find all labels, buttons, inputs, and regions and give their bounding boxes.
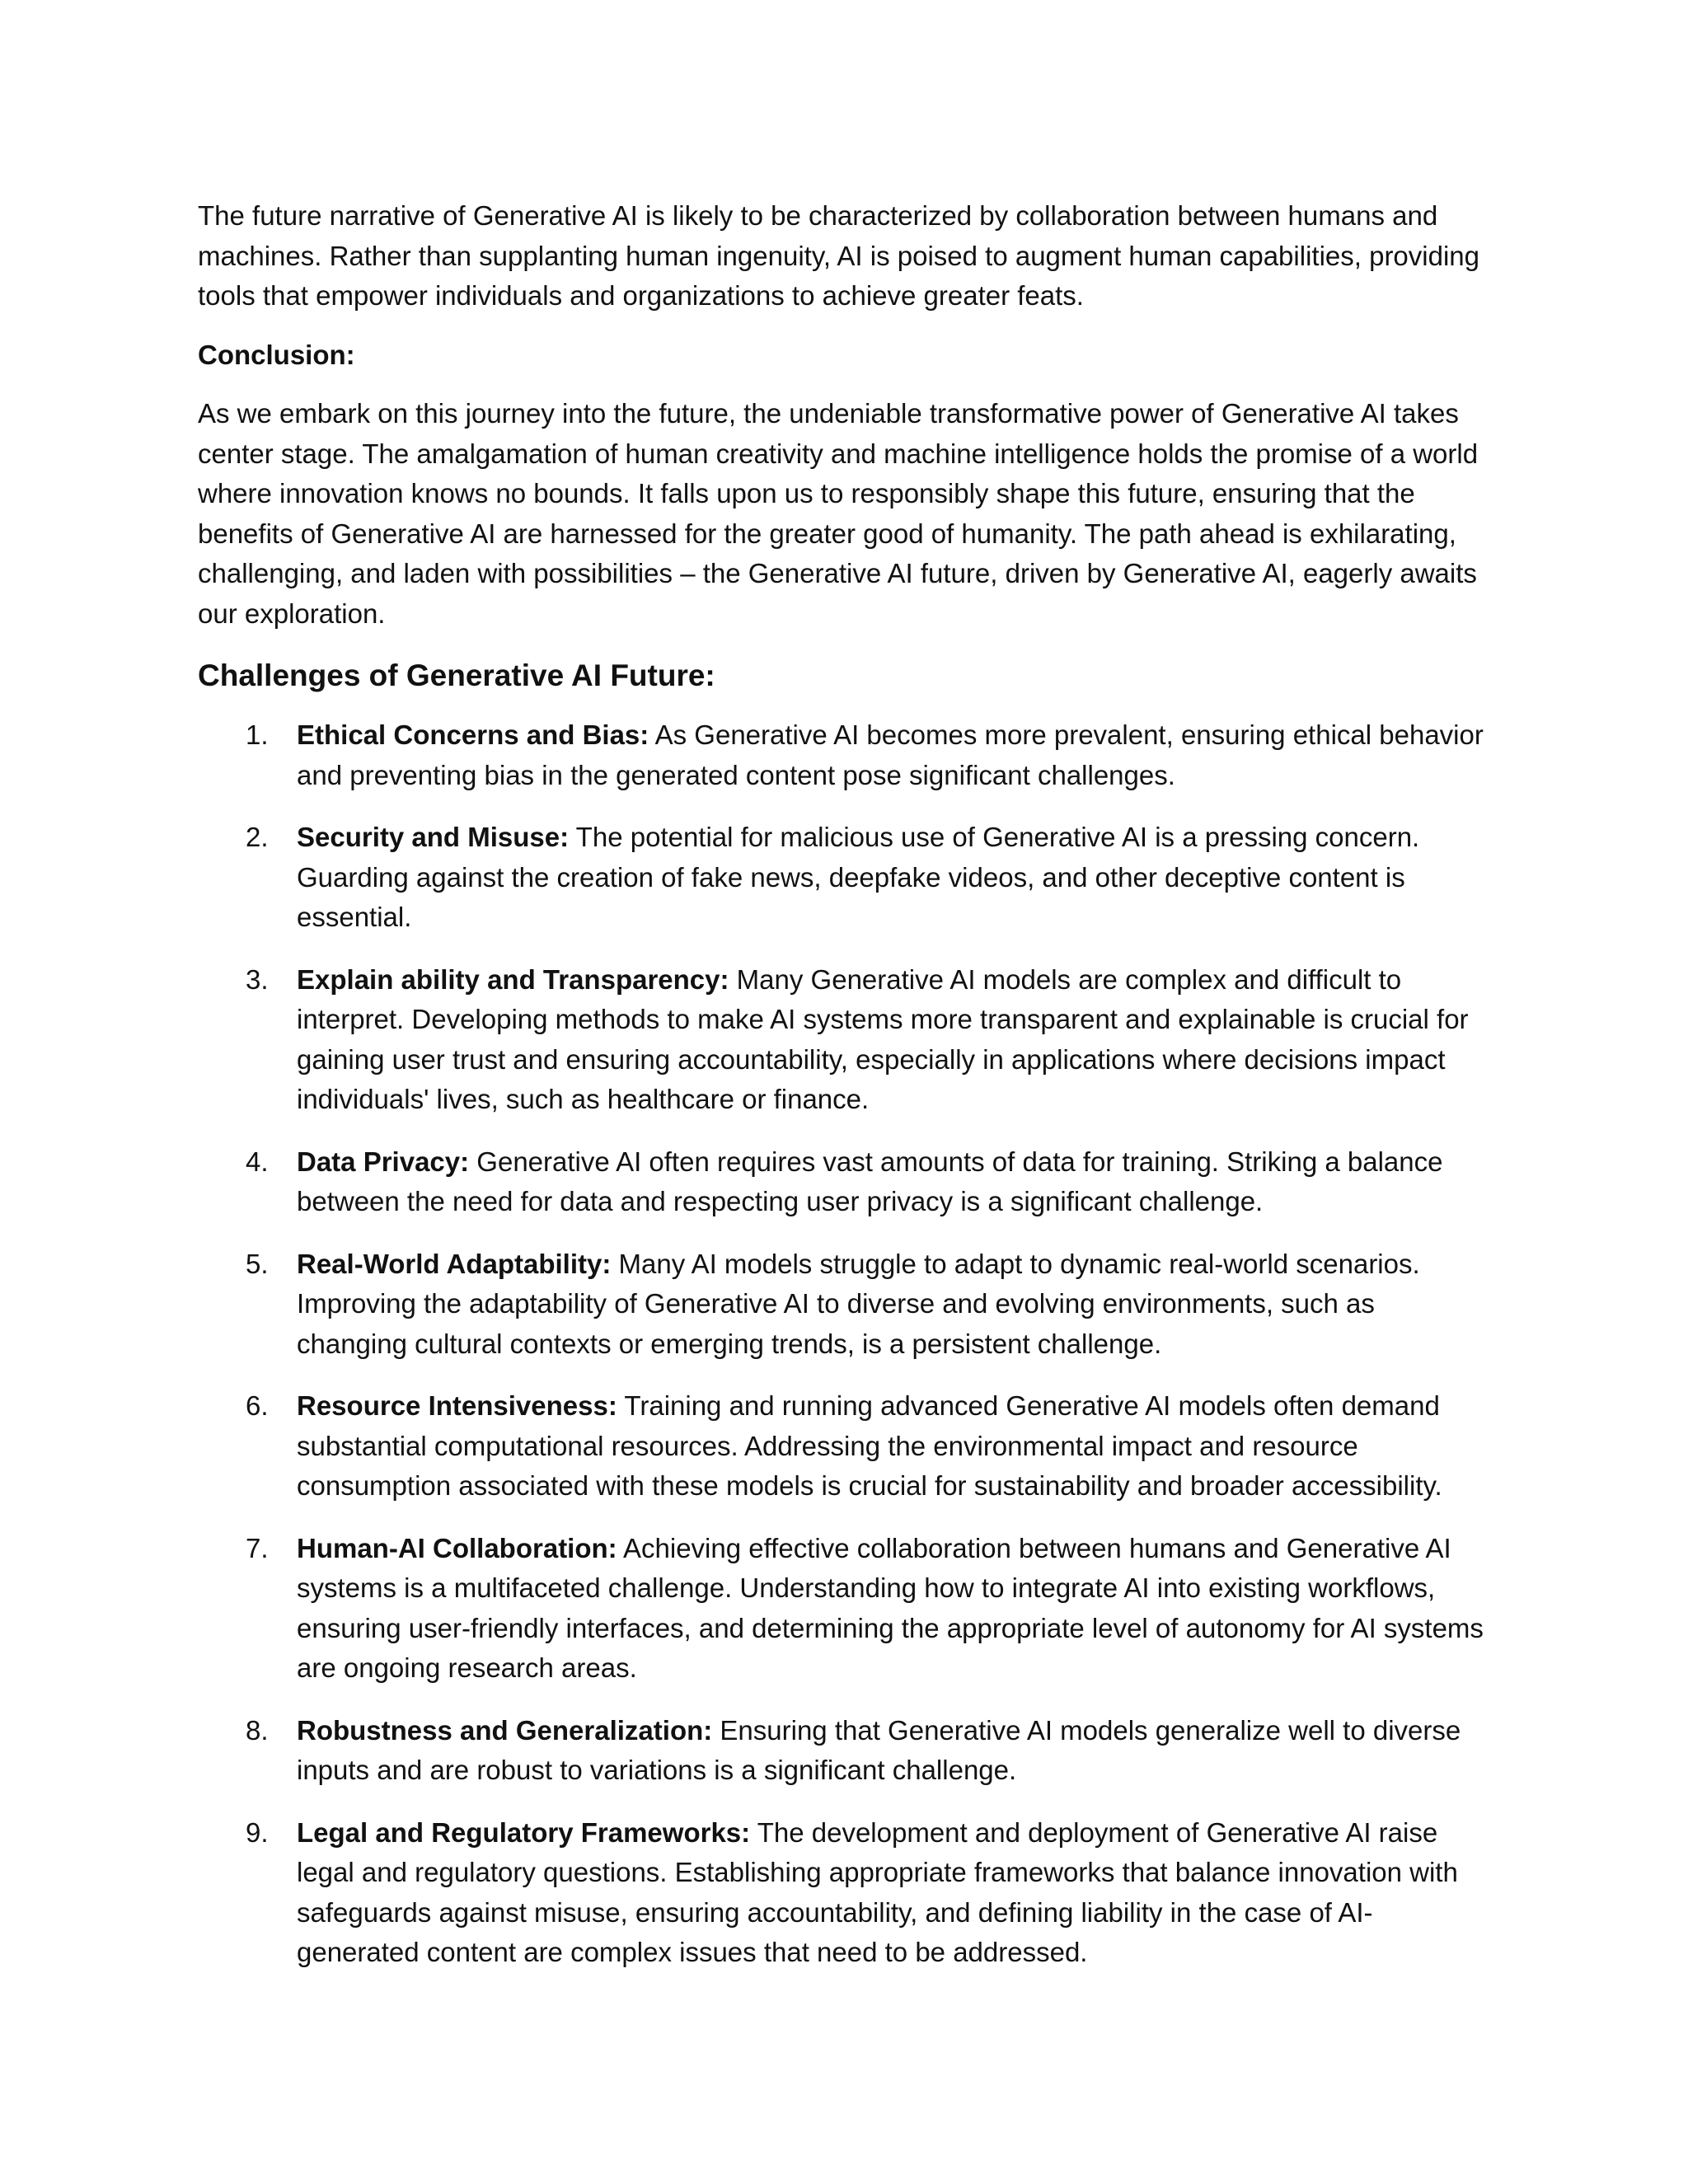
challenge-text: Many AI models struggle to adapt to dynamic real-world scenarios. Improving the adaptability of Generative AI to diverse and evolving environments, such as changing cultural contexts or emerging trends, is a persistent challenge. [297,1248,1420,1359]
challenge-text: Training and running advanced Generative AI models often demand substantial computational resources. Addressing the environmental impact and resource consumption associated with these models is crucial for sustainability and broader accessibility. [297,1390,1442,1501]
list-number: 3. [246,963,269,995]
challenge-title: Human-AI Collaboration: [297,1532,617,1563]
list-number: 2. [246,822,269,852]
challenge-text: Many Generative AI models are complex and difficult to interpret. Developing methods to make AI systems more transparent and explainable is crucial for gaining user trust and ensuring accountability, especially in applications where decisions impact individuals' lives, such as healthcare or finance. [297,963,1469,1114]
challenge-text: Ensuring that Generative AI models generalize well to diverse inputs and are robust to variations is a significant challenge. [297,1714,1461,1785]
challenge-item [198,960,1492,1120]
challenge-text: The development and deployment of Generative AI raise legal and regulatory questions. Establishing appropriate frameworks that balance innovation with safeguards against misuse, ensuring accountability, and defining liability in the case of AI-generated content are complex issues that need to be addressed. [297,1816,1458,1967]
challenge-text: The potential for malicious use of Generative AI is a pressing concern. Guarding against the creation of fake news, deepfake videos, and other deceptive content is essential. [297,822,1420,932]
challenge-title: Legal and Regulatory Frameworks: [297,1816,751,1848]
intro-paragraph: The future narrative of Generative AI is likely to be characterized by collaboration between humans and machines. Rather than supplanting human ingenuity, AI is poised to augment human capabilities, providing tools that empower individuals and organizations to achieve greater feats. [198,200,1480,311]
challenge-text: Generative AI often requires vast amounts of data for training. Striking a balance between the need for data and respecting user privacy is a significant challenge. [297,1146,1443,1216]
challenge-item [198,1711,1492,1791]
challenge-item [198,818,1492,938]
challenge-title: Ethical Concerns and Bias: [297,719,649,750]
list-number: 7. [246,1532,269,1563]
list-number: 5. [246,1248,269,1279]
challenge-item [198,1244,1492,1365]
challenge-text: Achieving effective collaboration between humans and Generative AI systems is a multifaceted challenge. Understanding how to integrate AI into existing workflows, ensuring user-friendly interfaces, and determining the appropriate level of autonomy for AI systems are ongoing research areas. [297,1532,1484,1683]
challenge-item [198,715,1492,795]
challenge-item [198,1386,1492,1507]
challenge-title: Robustness and Generalization: [297,1714,713,1746]
challenges-list [198,715,1492,1973]
challenge-item [198,1142,1492,1222]
challenge-item [198,1529,1492,1689]
challenge-title: Resource Intensiveness: [297,1390,617,1421]
list-number: 4. [246,1146,269,1177]
challenge-text: As Generative AI becomes more prevalent, ensuring ethical behavior and preventing bias in the generated content pose significant challenges. [297,719,1484,790]
list-number: 8. [246,1714,269,1746]
list-number: 6. [246,1390,269,1421]
challenge-item [198,1813,1492,1973]
conclusion-label: Conclusion: [198,339,355,370]
conclusion-paragraph: As we embark on this journey into the future, the undeniable transformative power of Generative AI takes center stage. The amalgamation of human creativity and machine intelligence holds the promise of a world where innovation knows no bounds. It falls upon us to responsibly shape this future, ensuring that the benefits of Generative AI are harnessed for the greater good of humanity. The path ahead is exhilarating, challenging, and laden with possibilities – the Generative AI future, driven by Generative AI, eagerly awaits our exploration. [198,398,1479,629]
document-page [198,196,1492,1995]
list-number: 1. [246,719,269,750]
challenge-title: Data Privacy: [297,1146,470,1177]
challenge-title: Explain ability and Transparency: [297,963,729,995]
challenge-title: Real-World Adaptability: [297,1248,612,1279]
list-number: 9. [246,1816,269,1848]
challenge-title: Security and Misuse: [297,822,570,852]
challenges-heading: Challenges of Generative AI Future: [198,658,715,692]
